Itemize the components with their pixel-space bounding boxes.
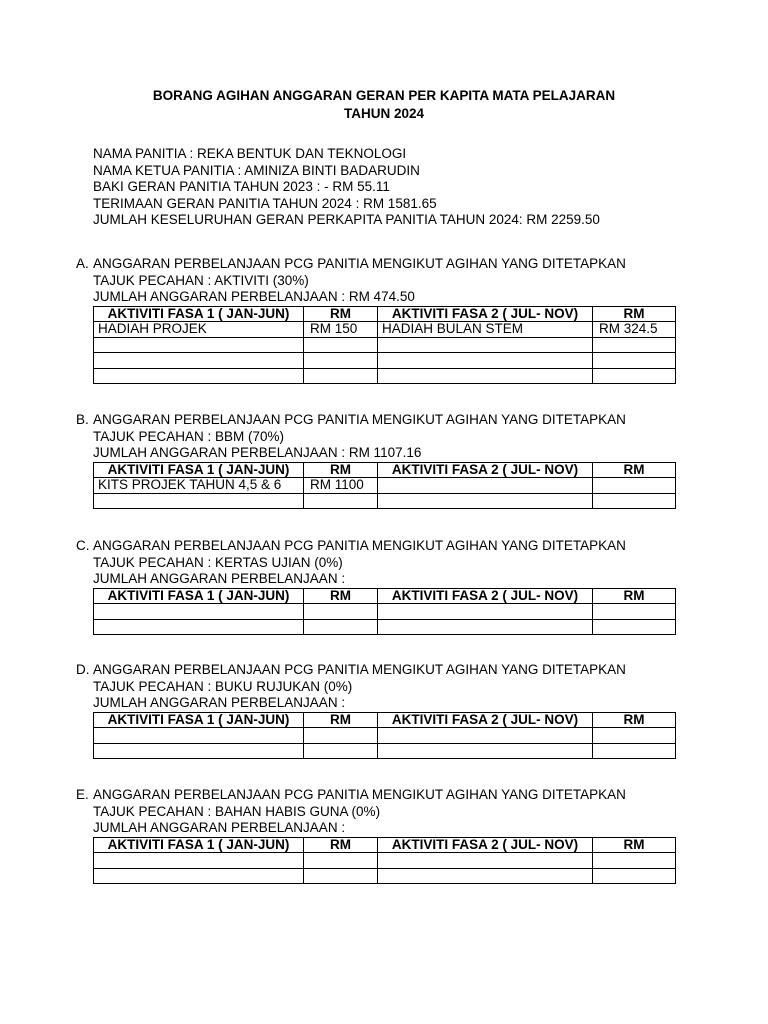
cell-aktiviti-fasa-2: HADIAH BULAN STEM — [378, 322, 593, 338]
cell-aktiviti-fasa-1 — [94, 853, 304, 869]
cell-rm-fasa-2 — [593, 368, 676, 384]
cell-rm-fasa-1 — [304, 604, 378, 620]
cell-rm-fasa-2 — [593, 619, 676, 635]
section-c — [76, 538, 676, 635]
section-heading-text: ANGGARAN PERBELANJAAN PCG PANITIA MENGIKUT AGIHAN YANG DITETAPKAN — [93, 256, 626, 271]
table-row — [94, 493, 676, 509]
header-aktiviti-fasa-2: AKTIVITI FASA 2 ( JUL- NOV) — [378, 588, 593, 604]
section-a — [76, 256, 676, 384]
table-row — [94, 337, 676, 353]
cell-aktiviti-fasa-1 — [94, 743, 304, 759]
header-rm-2: RM — [593, 306, 676, 322]
cell-rm-fasa-1 — [304, 853, 378, 869]
cell-aktiviti-fasa-2 — [378, 478, 593, 494]
section-heading — [76, 787, 676, 804]
cell-aktiviti-fasa-2 — [378, 368, 593, 384]
header-rm-1: RM — [304, 712, 378, 728]
cell-rm-fasa-2 — [593, 604, 676, 620]
header-aktiviti-fasa-2: AKTIVITI FASA 2 ( JUL- NOV) — [378, 837, 593, 853]
section-letter: A. — [76, 256, 89, 271]
header-aktiviti-fasa-1: AKTIVITI FASA 1 ( JAN-JUN) — [94, 837, 304, 853]
cell-aktiviti-fasa-1 — [94, 604, 304, 620]
section-heading-text: ANGGARAN PERBELANJAAN PCG PANITIA MENGIKUT AGIHAN YANG DITETAPKAN — [93, 787, 626, 802]
header-rm-2: RM — [593, 462, 676, 478]
cell-aktiviti-fasa-2 — [378, 493, 593, 509]
header-rm-1: RM — [304, 462, 378, 478]
section-heading — [76, 256, 676, 273]
cell-rm-fasa-1: RM 1100 — [304, 478, 378, 494]
form-title: BORANG AGIHAN ANGGARAN GERAN PER KAPITA MATA PELAJARAN — [152, 88, 616, 103]
cell-rm-fasa-1 — [304, 493, 378, 509]
section-heading — [76, 538, 676, 555]
cell-aktiviti-fasa-1 — [94, 368, 304, 384]
cell-rm-fasa-2 — [593, 493, 676, 509]
cell-aktiviti-fasa-1: KITS PROJEK TAHUN 4,5 & 6 — [94, 478, 304, 494]
header-aktiviti-fasa-1: AKTIVITI FASA 1 ( JAN-JUN) — [94, 588, 304, 604]
cell-aktiviti-fasa-1: HADIAH PROJEK — [94, 322, 304, 338]
cell-rm-fasa-2 — [593, 478, 676, 494]
header-aktiviti-fasa-1: AKTIVITI FASA 1 ( JAN-JUN) — [94, 306, 304, 322]
cell-rm-fasa-1 — [304, 368, 378, 384]
cell-rm-fasa-1: RM 150 — [304, 322, 378, 338]
cell-rm-fasa-2 — [593, 353, 676, 369]
info-balance-2023: BAKI GERAN PANITIA TAHUN 2023 : - RM 55.11 — [93, 179, 390, 194]
cell-rm-fasa-1 — [304, 728, 378, 744]
header-rm-2: RM — [593, 837, 676, 853]
table-header-row — [94, 306, 676, 322]
table-row — [94, 868, 676, 884]
section-heading-text: ANGGARAN PERBELANJAAN PCG PANITIA MENGIKUT AGIHAN YANG DITETAPKAN — [93, 538, 626, 553]
form-year: TAHUN 2024 — [343, 106, 425, 121]
section-tajuk: TAJUK PECAHAN : BUKU RUJUKAN (0%) — [93, 678, 353, 694]
cell-aktiviti-fasa-2 — [378, 728, 593, 744]
panel-info — [93, 146, 600, 229]
cell-rm-fasa-1 — [304, 353, 378, 369]
section-letter: B. — [76, 412, 89, 427]
table-header-row — [94, 712, 676, 728]
table-header-row — [94, 837, 676, 853]
cell-aktiviti-fasa-2 — [378, 604, 593, 620]
section-heading-text: ANGGARAN PERBELANJAAN PCG PANITIA MENGIKUT AGIHAN YANG DITETAPKAN — [93, 662, 626, 677]
section-jumlah: JUMLAH ANGGARAN PERBELANJAAN : RM 1107.16 — [93, 445, 422, 460]
section-tajuk: TAJUK PECAHAN : AKTIVITI (30%) — [93, 272, 309, 288]
cell-rm-fasa-2 — [593, 868, 676, 884]
info-grant-received-2024: TERIMAAN GERAN PANITIA TAHUN 2024 : RM 1581.65 — [93, 195, 437, 211]
cell-aktiviti-fasa-1 — [94, 728, 304, 744]
table-row — [94, 853, 676, 869]
info-panel-head: NAMA KETUA PANITIA : AMINIZA BINTI BADARUDIN — [93, 162, 420, 178]
cell-aktiviti-fasa-2 — [378, 337, 593, 353]
cell-rm-fasa-1 — [304, 868, 378, 884]
cell-rm-fasa-1 — [304, 337, 378, 353]
cell-rm-fasa-2 — [593, 728, 676, 744]
section-jumlah: JUMLAH ANGGARAN PERBELANJAAN : — [93, 695, 346, 710]
section-letter: E. — [76, 787, 89, 802]
table-row — [94, 728, 676, 744]
table-row — [94, 353, 676, 369]
cell-aktiviti-fasa-2 — [378, 353, 593, 369]
header-aktiviti-fasa-1: AKTIVITI FASA 1 ( JAN-JUN) — [94, 462, 304, 478]
section-tajuk: TAJUK PECAHAN : BAHAN HABIS GUNA (0%) — [93, 803, 381, 819]
section-d — [76, 662, 676, 759]
header-aktiviti-fasa-1: AKTIVITI FASA 1 ( JAN-JUN) — [94, 712, 304, 728]
budget-table — [93, 588, 676, 636]
header-rm-1: RM — [304, 588, 378, 604]
info-total-grant-2024: JUMLAH KESELURUHAN GERAN PERKAPITA PANITIA TAHUN 2024: RM 2259.50 — [93, 212, 600, 227]
table-row — [94, 604, 676, 620]
cell-rm-fasa-1 — [304, 619, 378, 635]
header-rm-1: RM — [304, 837, 378, 853]
cell-aktiviti-fasa-1 — [94, 868, 304, 884]
table-header-row — [94, 462, 676, 478]
section-letter: D. — [76, 662, 90, 677]
cell-rm-fasa-2 — [593, 743, 676, 759]
table-header-row — [94, 588, 676, 604]
table-row — [94, 619, 676, 635]
header-rm-1: RM — [304, 306, 378, 322]
section-jumlah: JUMLAH ANGGARAN PERBELANJAAN : — [93, 571, 346, 586]
header-aktiviti-fasa-2: AKTIVITI FASA 2 ( JUL- NOV) — [378, 462, 593, 478]
table-row — [94, 368, 676, 384]
cell-rm-fasa-2 — [593, 337, 676, 353]
table-row — [94, 322, 676, 338]
table-row — [94, 478, 676, 494]
cell-rm-fasa-1 — [304, 743, 378, 759]
budget-table — [93, 712, 676, 760]
cell-aktiviti-fasa-2 — [378, 619, 593, 635]
cell-aktiviti-fasa-2 — [378, 743, 593, 759]
cell-aktiviti-fasa-2 — [378, 853, 593, 869]
header-aktiviti-fasa-2: AKTIVITI FASA 2 ( JUL- NOV) — [378, 712, 593, 728]
cell-aktiviti-fasa-1 — [94, 619, 304, 635]
header-rm-2: RM — [593, 588, 676, 604]
budget-table — [93, 837, 676, 885]
budget-table — [93, 462, 676, 510]
cell-rm-fasa-2: RM 324.5 — [593, 322, 676, 338]
table-row — [94, 743, 676, 759]
section-b — [76, 412, 676, 509]
section-tajuk: TAJUK PECAHAN : KERTAS UJIAN (0%) — [93, 554, 343, 570]
cell-aktiviti-fasa-1 — [94, 337, 304, 353]
section-heading-text: ANGGARAN PERBELANJAAN PCG PANITIA MENGIKUT AGIHAN YANG DITETAPKAN — [93, 412, 626, 427]
cell-aktiviti-fasa-1 — [94, 353, 304, 369]
section-tajuk: TAJUK PECAHAN : BBM (70%) — [93, 428, 285, 444]
budget-table — [93, 306, 676, 385]
cell-aktiviti-fasa-2 — [378, 868, 593, 884]
section-heading — [76, 412, 676, 429]
section-heading — [76, 662, 676, 679]
header-aktiviti-fasa-2: AKTIVITI FASA 2 ( JUL- NOV) — [378, 306, 593, 322]
section-jumlah: JUMLAH ANGGARAN PERBELANJAAN : — [93, 820, 346, 835]
header-rm-2: RM — [593, 712, 676, 728]
section-letter: C. — [76, 538, 90, 553]
section-e — [76, 787, 676, 884]
section-jumlah: JUMLAH ANGGARAN PERBELANJAAN : RM 474.50 — [93, 289, 415, 304]
cell-aktiviti-fasa-1 — [94, 493, 304, 509]
cell-rm-fasa-2 — [593, 853, 676, 869]
info-panel-name: NAMA PANITIA : REKA BENTUK DAN TEKNOLOGI — [93, 146, 407, 161]
